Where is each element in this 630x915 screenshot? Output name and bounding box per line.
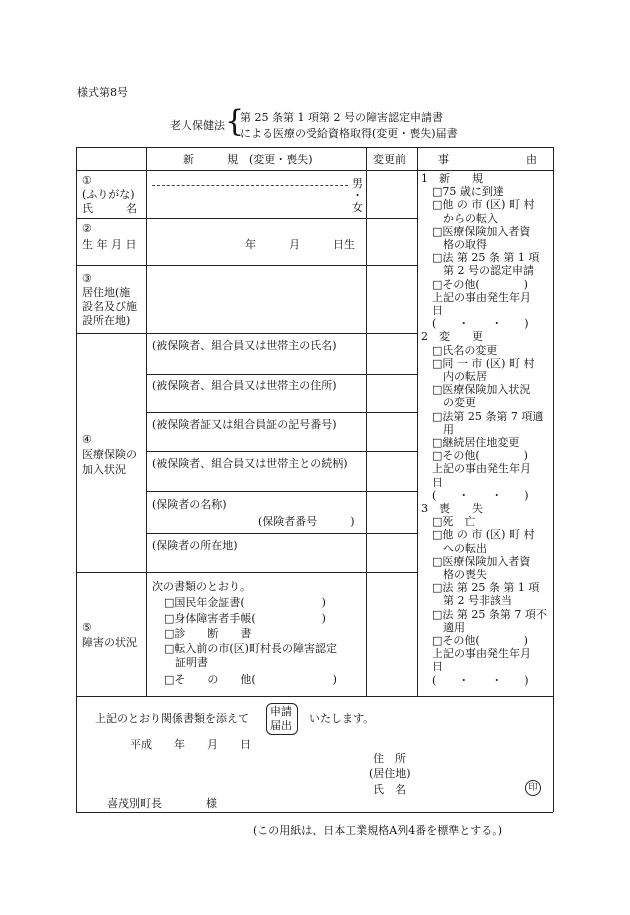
addressee: 喜茂別町長 様 [107,797,217,810]
reason-line[interactable]: □同 一 市 (区) 町 村 [421,356,535,370]
address-label-2: 設名及び施 [82,300,137,313]
reason-line[interactable]: □75 歳に到達 [421,185,504,199]
reason-line: からの転入 [421,211,498,225]
disability-handbook-checkbox[interactable]: □身体障害者手帳( ) [164,612,326,625]
insurance-label-2: 加入状況 [82,463,126,476]
insurer-name: (保険者の名称) [152,498,227,511]
law-name: 老人保健法 [170,119,225,132]
reason-line: 上記の事由発生年月 [421,647,531,661]
seal-icon: 印 [525,780,541,796]
reason-line[interactable]: □法 第 25 条 第 1 項 [421,251,540,265]
reason-line[interactable]: □他 の 市 (区) 町 村 [421,528,535,542]
form-number: 様式第8号 [77,86,128,99]
reason-line[interactable]: □他 の 市 (区) 町 村 [421,198,535,212]
reason-line: ( ・ ・ ) [421,317,529,331]
reason-line[interactable]: □医療保険加入者資 [421,554,531,568]
brace-icon: { [225,104,245,139]
reason-line[interactable]: □その他( ) [421,277,528,291]
insured-address: (被保険者、組合員又は世帯主の住所) [152,379,337,392]
disability-label: 障害の状況 [82,636,137,649]
address-label: 住 所 [373,752,406,765]
gender-female: 女 [352,201,363,214]
reason-line[interactable]: □その他( ) [421,449,528,463]
reason-line: への転出 [421,541,487,555]
birth-value: 年 月 日生 [245,238,355,251]
reason-line[interactable]: □継続居住地変更 [421,436,520,449]
row-number: ④ [82,433,92,446]
reason-line: 日 [421,660,443,674]
reason-line: 上記の事由発生年月 [421,290,531,304]
insured-card-number: (被保険者証又は組合員証の記号番号) [152,418,337,431]
statement-post: いたします。 [309,712,375,725]
applicant-name-label: 氏 名 [373,783,406,796]
insurance-label-1: 医療保険の [82,448,137,461]
gender-dot: ・ [352,189,363,202]
header-new: 新 規 (変更・喪失) [183,153,313,166]
other-document-checkbox[interactable]: □そ の 他( ) [164,673,337,686]
date-field: 平成 年 月 日 [130,738,251,751]
reason-line: 適用 [421,620,465,634]
reason-line: 用 [421,422,454,436]
row-number: ③ [82,272,92,285]
reason-line: 格の喪失 [421,568,487,581]
pension-certificate-checkbox[interactable]: □国民年金証書( ) [164,596,326,609]
reason-line: 1 新 規 [421,172,483,185]
row-number: ② [82,222,92,235]
row-number: ① [82,174,92,187]
medical-certificate-checkbox[interactable]: □診 断 書 [164,627,252,640]
reason-line: の変更 [421,396,476,410]
prior-municipality-certificate-cont: 証明書 [164,656,208,669]
address-label-1: 居住地(施 [82,286,131,299]
reason-line: 2 変 更 [421,330,483,344]
bracket-apply: 申請 [270,705,292,718]
header-reason: 事 由 [438,153,537,166]
name-label: 氏 名 [82,202,137,215]
furigana-label: (ふりがな) [82,188,135,201]
header-before: 変更前 [373,153,406,166]
reason-line: 格の取得 [421,238,487,251]
reason-line[interactable]: □氏名の変更 [421,343,498,357]
reason-line[interactable]: □法 第 25 条第 7 項不 [421,607,547,621]
birth-label: 生 年 月 日 [82,238,137,251]
reason-line[interactable]: □法第 25 条第 7 項適 [421,409,544,423]
insurer-address: (保険者の所在地) [152,539,238,552]
insured-name: (被保険者、組合員又は世帯主の氏名) [152,339,337,352]
reason-line: 日 [421,475,443,489]
residence-label: (居住地) [369,767,411,780]
title-line1: 第 25 条第 1 項第 2 号の障害認定申請書 [240,111,443,124]
reason-line[interactable]: □その他( ) [421,634,528,647]
gender-male: 男 [352,177,363,190]
reason-line[interactable]: □医療保険加入状況 [421,383,531,397]
disability-intro: 次の書類のとおり。 [152,580,251,593]
reason-line: 内の転居 [421,370,487,383]
title-line2: による医療の受給資格取得(変更・喪失)届書 [240,127,458,140]
reason-line: 3 喪 失 [421,502,483,515]
reason-line: 第 2 号の認定申請 [421,264,534,278]
reason-line: ( ・ ・ ) [421,673,529,687]
reason-line[interactable]: □医療保険加入者資 [421,224,531,238]
row-number: ⑤ [82,621,92,634]
reason-line: 第 2 号非該当 [421,594,512,608]
reason-line: 上記の事由発生年月 [421,462,531,476]
paper-note: (この用紙は、日本工業規格A列4番を標準とする。) [253,824,503,837]
reason-line: 日 [421,304,443,317]
statement-pre: 上記のとおり関係書類を添えて [95,712,249,725]
address-label-3: 設所在地) [82,314,131,327]
reason-line[interactable]: □法 第 25 条 第 1 項 [421,581,540,595]
bracket-notify: 届出 [270,719,292,732]
reason-line: ( ・ ・ ) [421,488,529,502]
prior-municipality-certificate-checkbox[interactable]: □転入前の市(区)町村長の障害認定 [164,642,337,655]
insured-relationship: (被保険者、組合員又は世帯主との続柄) [152,457,348,470]
reason-line[interactable]: □死 亡 [421,515,476,529]
insurer-number: (保険者番号 ) [258,515,355,528]
